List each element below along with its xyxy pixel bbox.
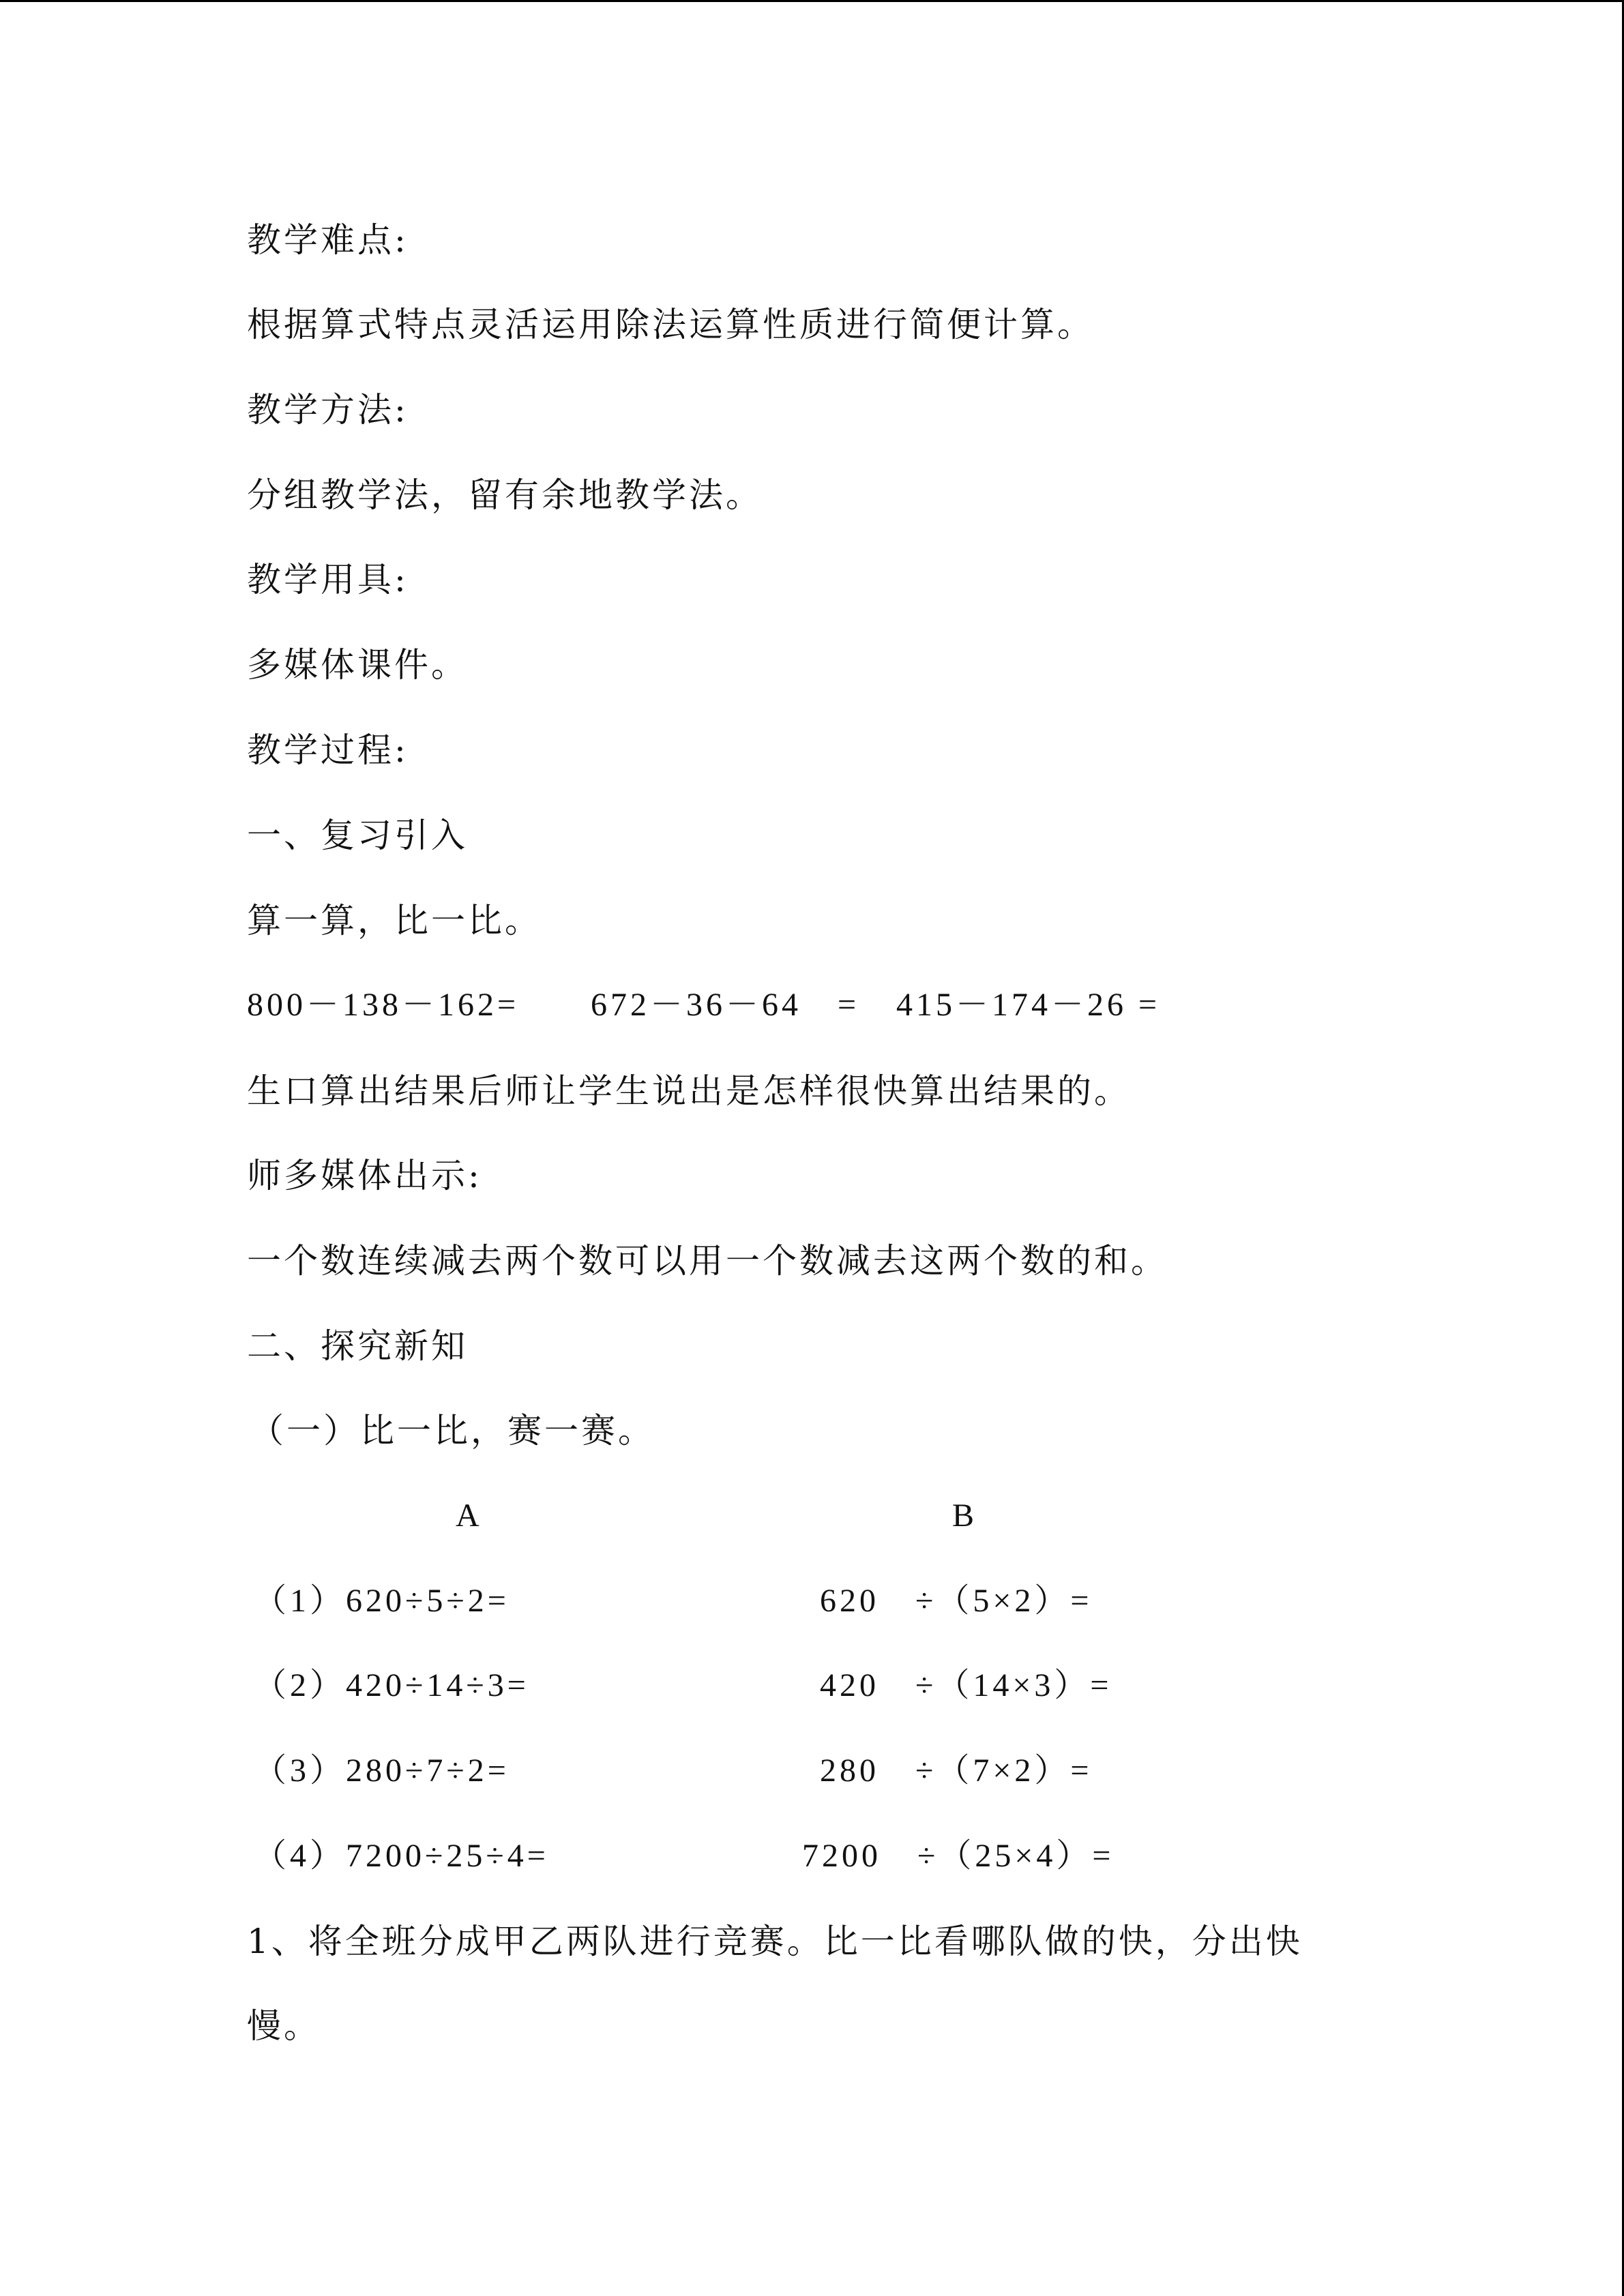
exercise-a-3: （3）280÷7÷2= (254, 1753, 510, 1789)
page-border-top (0, 0, 1624, 2)
task-line-1: 1、将全班分成甲乙两队进行竞赛。比一比看哪队做的快，分出快 (247, 1922, 1303, 1961)
student-instruction: 生口算出结果后师让学生说出是怎样很快算出结果的。 (247, 1071, 1131, 1111)
column-a-label: A (456, 1497, 483, 1534)
review-expression-3: 415－174－26 = (896, 987, 1161, 1023)
review-expression-1: 800－138－162= (247, 987, 520, 1023)
review-expression-2: 672－36－64 = (591, 987, 860, 1023)
exercise-a-1: （1）620÷5÷2= (254, 1583, 510, 1619)
exercise-a-2: （2）420÷14÷3= (254, 1667, 529, 1703)
tools-text: 多媒体课件。 (247, 645, 468, 685)
column-b-label: B (952, 1497, 978, 1534)
exercise-a-4: （4）7200÷25÷4= (254, 1838, 549, 1874)
calc-prompt: 算一算，比一比。 (247, 901, 542, 940)
section1-heading: 一、复习引入 (247, 816, 468, 855)
subsection1-heading: （一）比一比，赛一赛。 (250, 1411, 655, 1450)
difficulty-text: 根据算式特点灵活运用除法运算性质进行简便计算。 (247, 305, 1094, 344)
exercise-b-4: 7200 ÷（25×4）= (802, 1838, 1114, 1874)
exercise-b-2: 420 ÷（14×3）= (820, 1667, 1112, 1703)
process-heading: 教学过程: (247, 730, 409, 770)
section2-heading: 二、探究新知 (247, 1326, 468, 1366)
tools-heading: 教学用具: (247, 560, 409, 599)
task-line-2: 慢。 (247, 2006, 321, 2046)
teacher-show: 师多媒体出示: (247, 1156, 482, 1195)
difficulty-heading: 教学难点: (247, 220, 409, 260)
method-text: 分组教学法，留有余地教学法。 (247, 475, 763, 515)
rule-text: 一个数连续减去两个数可以用一个数减去这两个数的和。 (247, 1241, 1168, 1281)
exercise-b-3: 280 ÷（7×2）= (820, 1753, 1093, 1789)
exercise-b-1: 620 ÷（5×2）= (820, 1583, 1093, 1619)
method-heading: 教学方法: (247, 390, 409, 430)
